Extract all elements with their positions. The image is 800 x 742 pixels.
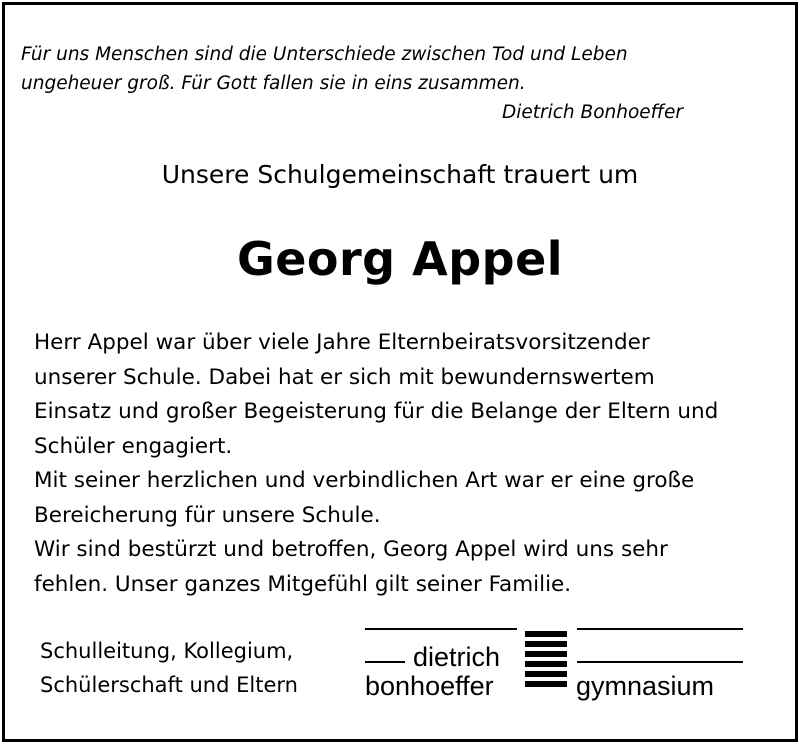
quote-line-1: Für uns Menschen sind die Unterschiede zwischen Tod und Leben	[21, 44, 628, 65]
logo-bars-icon	[525, 628, 567, 694]
tribute-line: Herr Appel war über viele Jahre Elternbeiratsvorsitzender	[34, 330, 650, 355]
tribute-line: fehlen. Unser ganzes Mitgefühl gilt seiner Familie.	[34, 571, 572, 597]
signoff-line-2: Schülerschaft und Eltern	[40, 673, 298, 697]
tribute-text	[34, 326, 774, 602]
deceased-name: Georg Appel	[236, 232, 564, 286]
tribute-line: Einsatz und großer Begeisterung für die Belange der Eltern und	[34, 399, 719, 424]
announcement-text: Unsere Schulgemeinschaft trauert um	[161, 160, 639, 189]
logo-word-gymnasium: gymnasium	[576, 671, 715, 701]
epigraph-quote	[21, 40, 701, 127]
tribute-line: Wir sind bestürzt und betroffen, Georg Appel wird uns sehr	[34, 537, 668, 562]
tribute-line: unserer Schule. Dabei hat er sich mit bewundernswertem	[34, 364, 655, 390]
tribute-line: Bereicherung für unsere Schule.	[34, 502, 381, 528]
logo-word-bonhoeffer: bonhoeffer	[365, 671, 494, 701]
quote-line-2: ungeheuer groß. Für Gott fallen sie in eins zusammen.	[21, 73, 526, 94]
logo-rule	[365, 661, 405, 663]
logo-rule	[365, 628, 517, 630]
logo-word-dietrich: dietrich	[413, 642, 501, 672]
logo-rule	[577, 628, 743, 630]
logo-rule	[577, 661, 743, 663]
tribute-line: Schüler engagiert.	[34, 433, 233, 459]
tribute-line: Mit seiner herzlichen und verbindlichen Art war er eine große	[34, 468, 695, 493]
signoff	[40, 634, 298, 702]
school-logo	[365, 628, 743, 700]
signoff-line-1: Schulleitung, Kollegium,	[40, 639, 294, 663]
quote-author: Dietrich Bonhoeffer	[501, 102, 683, 123]
